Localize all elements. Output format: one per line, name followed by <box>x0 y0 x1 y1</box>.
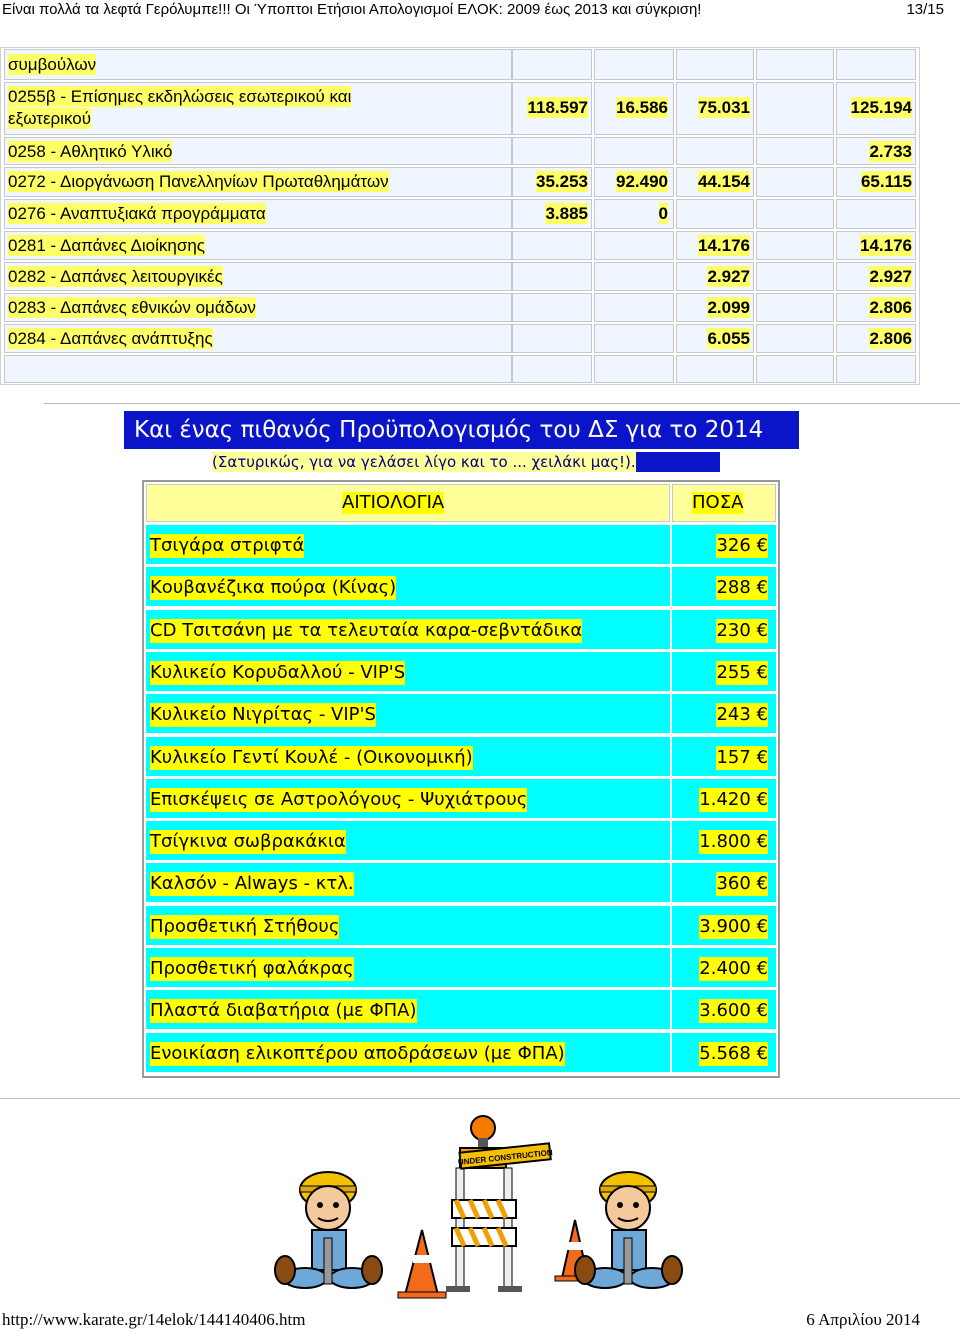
table-value: 2.927 <box>707 267 750 286</box>
table-value: 125.194 <box>850 98 912 117</box>
table-value-cell <box>676 49 754 80</box>
footer-date: 6 Απριλίου 2014 <box>806 1310 920 1329</box>
table-value: 2.806 <box>869 298 912 317</box>
budget-row-amount: 230 € <box>716 620 768 641</box>
table-value-cell <box>676 355 754 383</box>
table-value-cell <box>512 324 592 353</box>
budget-row-label: Πλαστά διαβατήρια (με ΦΠΑ) <box>150 1000 417 1021</box>
table-row-label: 0281 - Δαπάνες Διοίκησης <box>8 236 206 255</box>
table-row-label: 0276 - Αναπτυξιακά προγράμματα <box>8 204 266 223</box>
table-value-cell <box>594 293 674 322</box>
divider-top <box>44 403 960 404</box>
table-value: 118.597 <box>527 98 588 117</box>
budget-row-amount: 326 € <box>716 535 768 556</box>
table-row-label: 0284 - Δαπάνες ανάπτυξης <box>8 329 213 348</box>
sign-text: UNDER CONSTRUCTION <box>457 1148 554 1167</box>
table-value-cell <box>756 293 834 322</box>
table-row-label: συμβούλων <box>8 55 97 74</box>
budget-row-amount: 2.400 € <box>699 958 768 979</box>
budget-row-amount: 3.900 € <box>699 916 768 937</box>
budget-row-amount: 243 € <box>716 704 768 725</box>
budget-row-label: Επισκέψεις σε Αστρολόγους - Ψυχιάτρους <box>150 789 528 810</box>
document-title: Είναι πολλά τα λεφτά Γερόλυμπε!!! Οι Ύποπτοι Ετήσιοι Απολογισμοί ΕΛΟΚ: 2009 έως 2013 και σύγκριση! <box>2 1 702 18</box>
table-value-cell <box>512 231 592 260</box>
table-value: 14.176 <box>698 236 750 255</box>
table-value-cell <box>512 293 592 322</box>
budget-row-label: CD Τσιτσάνη με τα τελευταία καρα-σεβντάδικα <box>150 620 583 641</box>
table-value-cell <box>512 355 592 383</box>
table-row-label: 0282 - Δαπάνες λειτουργικές <box>8 267 223 286</box>
budget-row-amount: 3.600 € <box>699 1000 768 1021</box>
table-row-label: 0258 - Αθλητικό Υλικό <box>8 142 173 161</box>
budget-row-label: Προσθετική Στήθους <box>150 916 340 937</box>
budget-row-label: Τσίγκινα σωβρακάκια <box>150 831 346 852</box>
table-value-cell <box>756 231 834 260</box>
budget-row-label: Ενοικίαση ελικοπτέρου αποδράσεων (με ΦΠΑ) <box>150 1043 565 1064</box>
table-value-cell <box>594 231 674 260</box>
traffic-cone-icon <box>398 1230 446 1298</box>
table-label-cell <box>4 355 512 383</box>
column-header-reason: ΑΙΤΙΟΛΟΓΙΑ <box>342 492 445 513</box>
table-value-cell <box>676 199 754 229</box>
worker-left-icon <box>275 1172 382 1288</box>
budget-row-label: Κουβανέζικα πούρα (Κίνας) <box>150 577 397 598</box>
table-value: 44.154 <box>698 172 750 191</box>
table-value-cell <box>512 49 592 80</box>
footer-url[interactable]: http://www.karate.gr/14elok/144140406.htm <box>2 1310 306 1329</box>
table-value-cell <box>594 324 674 353</box>
budget-row-label: Κυλικείο Γεντί Κουλέ - (Οικονομική) <box>150 747 473 768</box>
table-value-cell <box>676 137 754 165</box>
budget-row-label: Τσιγάρα στριφτά <box>150 535 305 556</box>
table-value-cell <box>756 82 834 135</box>
budget-subtitle: (Σατυρικώς, για να γελάσει λίγο και το ... χειλάκι μας!). <box>212 453 636 471</box>
table-value: 2.927 <box>869 267 912 286</box>
divider-bottom <box>0 1098 960 1099</box>
budget-row-amount: 1.420 € <box>699 789 768 810</box>
table-value-cell <box>756 49 834 80</box>
table-value-cell <box>836 199 916 229</box>
table-value-cell <box>594 262 674 291</box>
table-value: 3.885 <box>545 204 588 223</box>
table-value-cell <box>756 355 834 383</box>
table-value-cell <box>756 324 834 353</box>
table-value-cell <box>512 137 592 165</box>
budget-row-amount: 5.568 € <box>699 1043 768 1064</box>
table-value: 2.733 <box>869 142 912 161</box>
budget-title: Και ένας πιθανός Προϋπολογισμός του ΔΣ για το 2014 <box>124 411 799 449</box>
table-value: 6.055 <box>707 329 750 348</box>
table-value: 16.586 <box>616 98 668 117</box>
table-value-cell <box>756 262 834 291</box>
budget-row-amount: 157 € <box>716 747 768 768</box>
barricade-icon <box>446 1116 522 1292</box>
page-number: 13/15 <box>906 1 944 18</box>
table-value: 2.806 <box>869 329 912 348</box>
under-construction-illustration <box>270 1110 690 1300</box>
table-value-cell <box>594 49 674 80</box>
table-value: 35.253 <box>536 172 588 191</box>
column-header-amount: ΠΟΣΑ <box>692 492 744 513</box>
table-value-cell <box>836 355 916 383</box>
page-header <box>0 0 960 20</box>
table-row-label: 0255β - Επίσημες εκδηλώσεις εσωτερικού και <box>8 87 352 106</box>
budget-row-label: Προσθετική φαλάκρας <box>150 958 354 979</box>
budget-row-label: Κυλικείο Κορυδαλλού - VIP'S <box>150 662 406 683</box>
table-row-label: 0283 - Δαπάνες εθνικών ομάδων <box>8 298 256 317</box>
budget-row-amount: 255 € <box>716 662 768 683</box>
table-value: 14.176 <box>860 236 912 255</box>
table-value-cell <box>756 199 834 229</box>
table-value-cell <box>594 137 674 165</box>
table-value: 0 <box>658 204 668 223</box>
table-value-cell <box>756 137 834 165</box>
table-row-label: 0272 - Διοργάνωση Πανελληνίων Πρωταθλημάτων <box>8 172 389 191</box>
table-value-cell <box>836 49 916 80</box>
budget-row-amount: 1.800 € <box>699 831 768 852</box>
table-row-label: εξωτερικού <box>8 109 92 128</box>
budget-row-label: Κυλικείο Νιγρίτας - VIP'S <box>150 704 376 725</box>
table-value-cell <box>756 167 834 197</box>
table-value-cell <box>512 262 592 291</box>
table-value: 2.099 <box>707 298 750 317</box>
worker-right-icon <box>575 1172 682 1288</box>
budget-row-label: Καλσόν - Always - κτλ. <box>150 873 354 894</box>
budget-row-amount: 288 € <box>716 577 768 598</box>
table-value: 92.490 <box>616 172 668 191</box>
table-value: 75.031 <box>698 98 750 117</box>
budget-row-amount: 360 € <box>716 873 768 894</box>
table-value: 65.115 <box>860 172 912 191</box>
table-value-cell <box>594 355 674 383</box>
